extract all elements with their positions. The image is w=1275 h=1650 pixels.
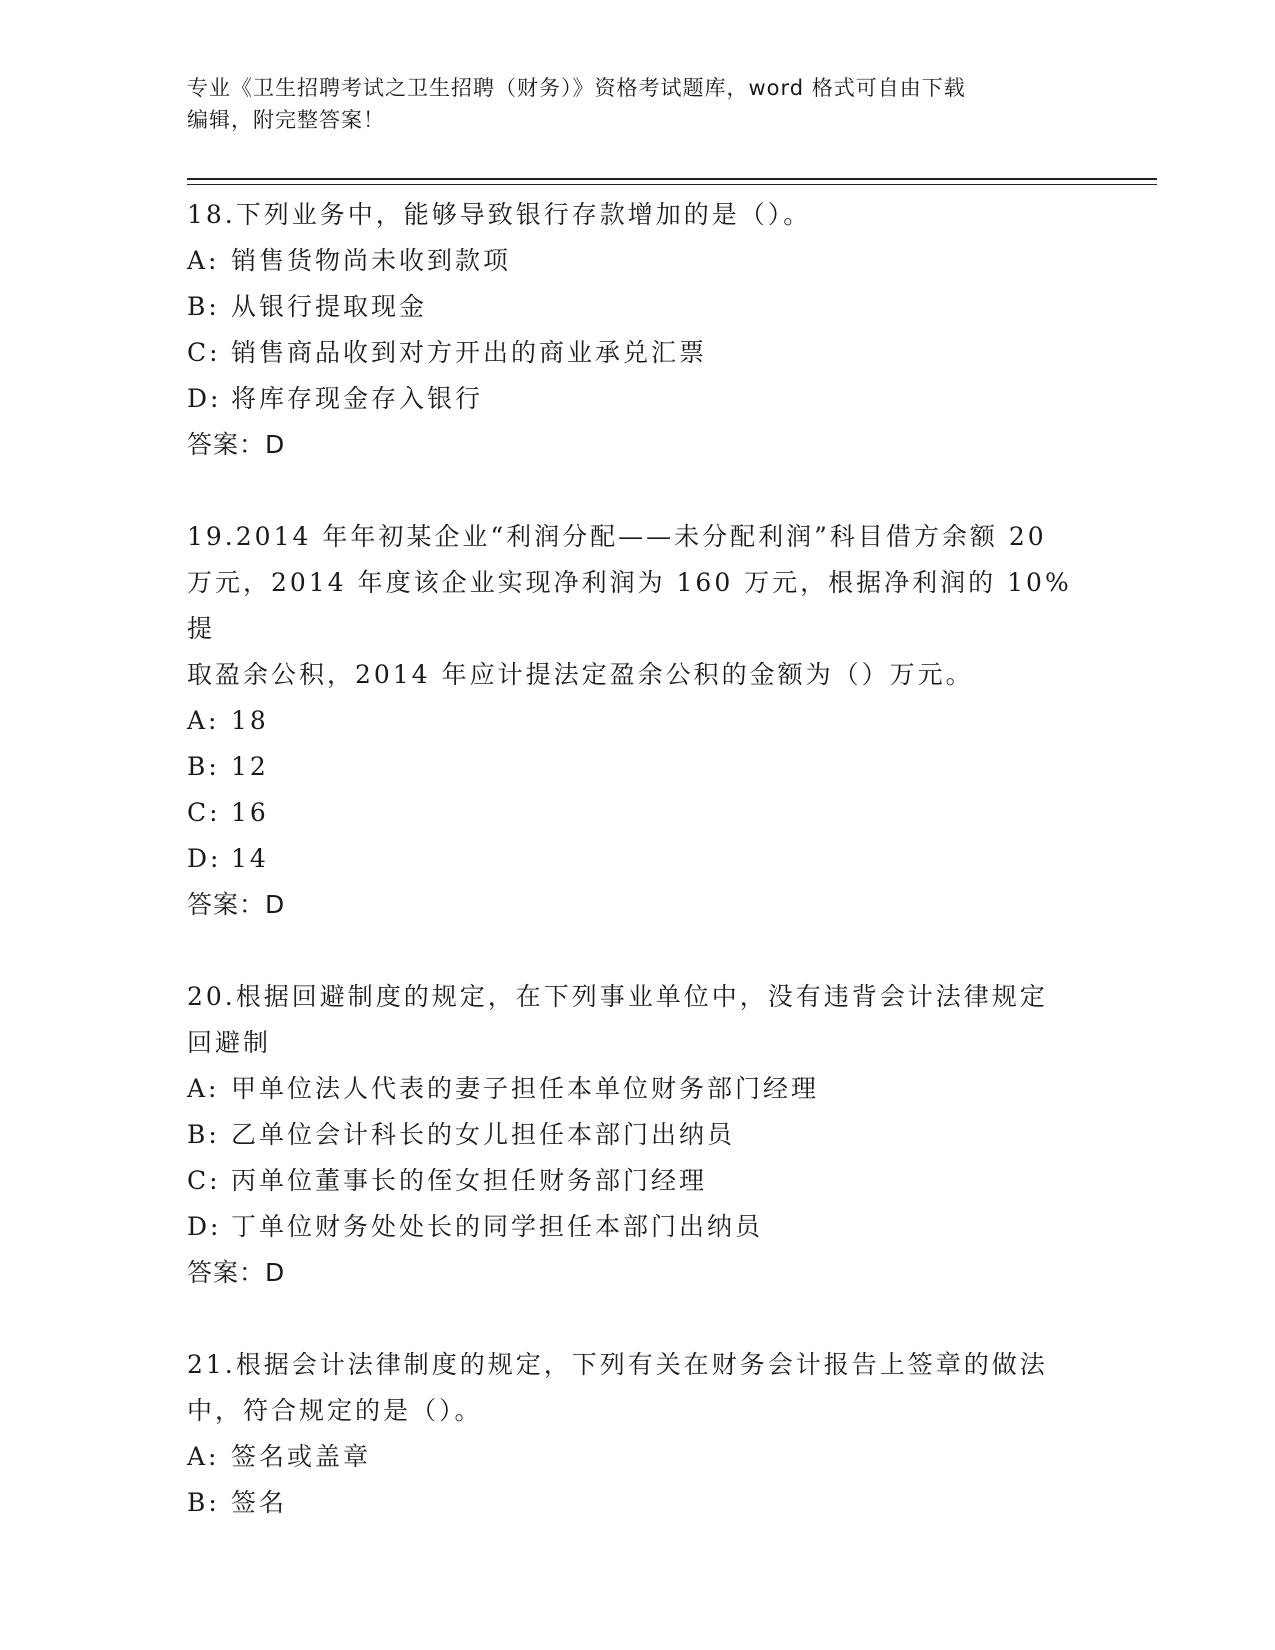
option-d	[187, 1204, 1087, 1250]
option-text: 丙单位董事长的侄女担任财务部门经理	[231, 1166, 708, 1195]
option-c	[187, 790, 1087, 836]
question-19	[187, 514, 1087, 928]
header-line-1: 专业《卫生招聘考试之卫生招聘（财务）》资格考试题库，word 格式可自由下载	[187, 76, 966, 100]
question-stem-line: 19.2014 年年初某企业“利润分配——未分配利润”科目借方余额 20	[187, 522, 1047, 551]
option-c	[187, 330, 1087, 376]
option-letter: A:	[187, 706, 220, 735]
option-a	[187, 698, 1087, 744]
option-text: 签名	[231, 1488, 288, 1517]
option-text: 甲单位法人代表的妻子担任本单位财务部门经理	[231, 1074, 820, 1103]
option-letter: B:	[187, 752, 220, 781]
answer-line: 答案：D	[187, 890, 286, 919]
option-text: 18	[231, 706, 269, 735]
option-letter: A:	[187, 1074, 220, 1103]
option-letter: B:	[187, 292, 220, 321]
option-text: 将库存现金存入银行	[231, 384, 484, 413]
option-b	[187, 1480, 1087, 1526]
question-stem-line: 20.根据回避制度的规定，在下列事业单位中，没有违背会计法律规定	[187, 982, 1048, 1011]
option-c	[187, 1158, 1087, 1204]
option-letter: A:	[187, 1442, 220, 1471]
question-stem: 18.下列业务中，能够导致银行存款增加的是（）。	[187, 200, 812, 229]
option-a	[187, 1066, 1087, 1112]
option-b	[187, 1112, 1087, 1158]
question-stem-line: 中，符合规定的是（）。	[187, 1396, 483, 1425]
question-20	[187, 974, 1087, 1296]
option-letter: C:	[187, 1166, 221, 1195]
option-text: 16	[231, 798, 269, 827]
option-letter: B:	[187, 1488, 220, 1517]
option-text: 从银行提取现金	[231, 292, 428, 321]
option-a	[187, 238, 1087, 284]
option-letter: C:	[187, 798, 221, 827]
answer-line: 答案：D	[187, 430, 286, 459]
option-text: 乙单位会计科长的女儿担任本部门出纳员	[231, 1120, 736, 1149]
question-18	[187, 192, 1087, 468]
question-stem-line: 万元，2014 年度该企业实现净利润为 160 万元，根据净利润的 10%提	[187, 568, 1072, 643]
option-letter: D:	[187, 384, 222, 413]
option-text: 丁单位财务处处长的同学担任本部门出纳员	[231, 1212, 764, 1241]
option-b	[187, 284, 1087, 330]
header-line-2: 编辑，附完整答案！	[187, 108, 385, 132]
option-d	[187, 836, 1087, 882]
option-text: 销售货物尚未收到款项	[231, 246, 512, 275]
option-text: 销售商品收到对方开出的商业承兑汇票	[231, 338, 708, 367]
option-text: 签名或盖章	[231, 1442, 372, 1471]
option-b	[187, 744, 1087, 790]
option-text: 14	[231, 844, 269, 873]
option-letter: C:	[187, 338, 221, 367]
question-stem-line: 回避制	[187, 1028, 272, 1057]
option-text: 12	[231, 752, 269, 781]
header-divider	[187, 178, 1157, 185]
question-21	[187, 1342, 1087, 1526]
option-letter: A:	[187, 246, 220, 275]
option-a	[187, 1434, 1087, 1480]
answer-line: 答案：D	[187, 1258, 286, 1287]
question-list	[187, 192, 1087, 1572]
option-d	[187, 376, 1087, 422]
option-letter: D:	[187, 844, 222, 873]
option-letter: D:	[187, 1212, 222, 1241]
question-stem-line: 取盈余公积，2014 年应计提法定盈余公积的金额为（）万元。	[187, 660, 974, 689]
question-stem-line: 21.根据会计法律制度的规定，下列有关在财务会计报告上签章的做法	[187, 1350, 1048, 1379]
document-header	[187, 72, 1087, 136]
option-letter: B:	[187, 1120, 220, 1149]
